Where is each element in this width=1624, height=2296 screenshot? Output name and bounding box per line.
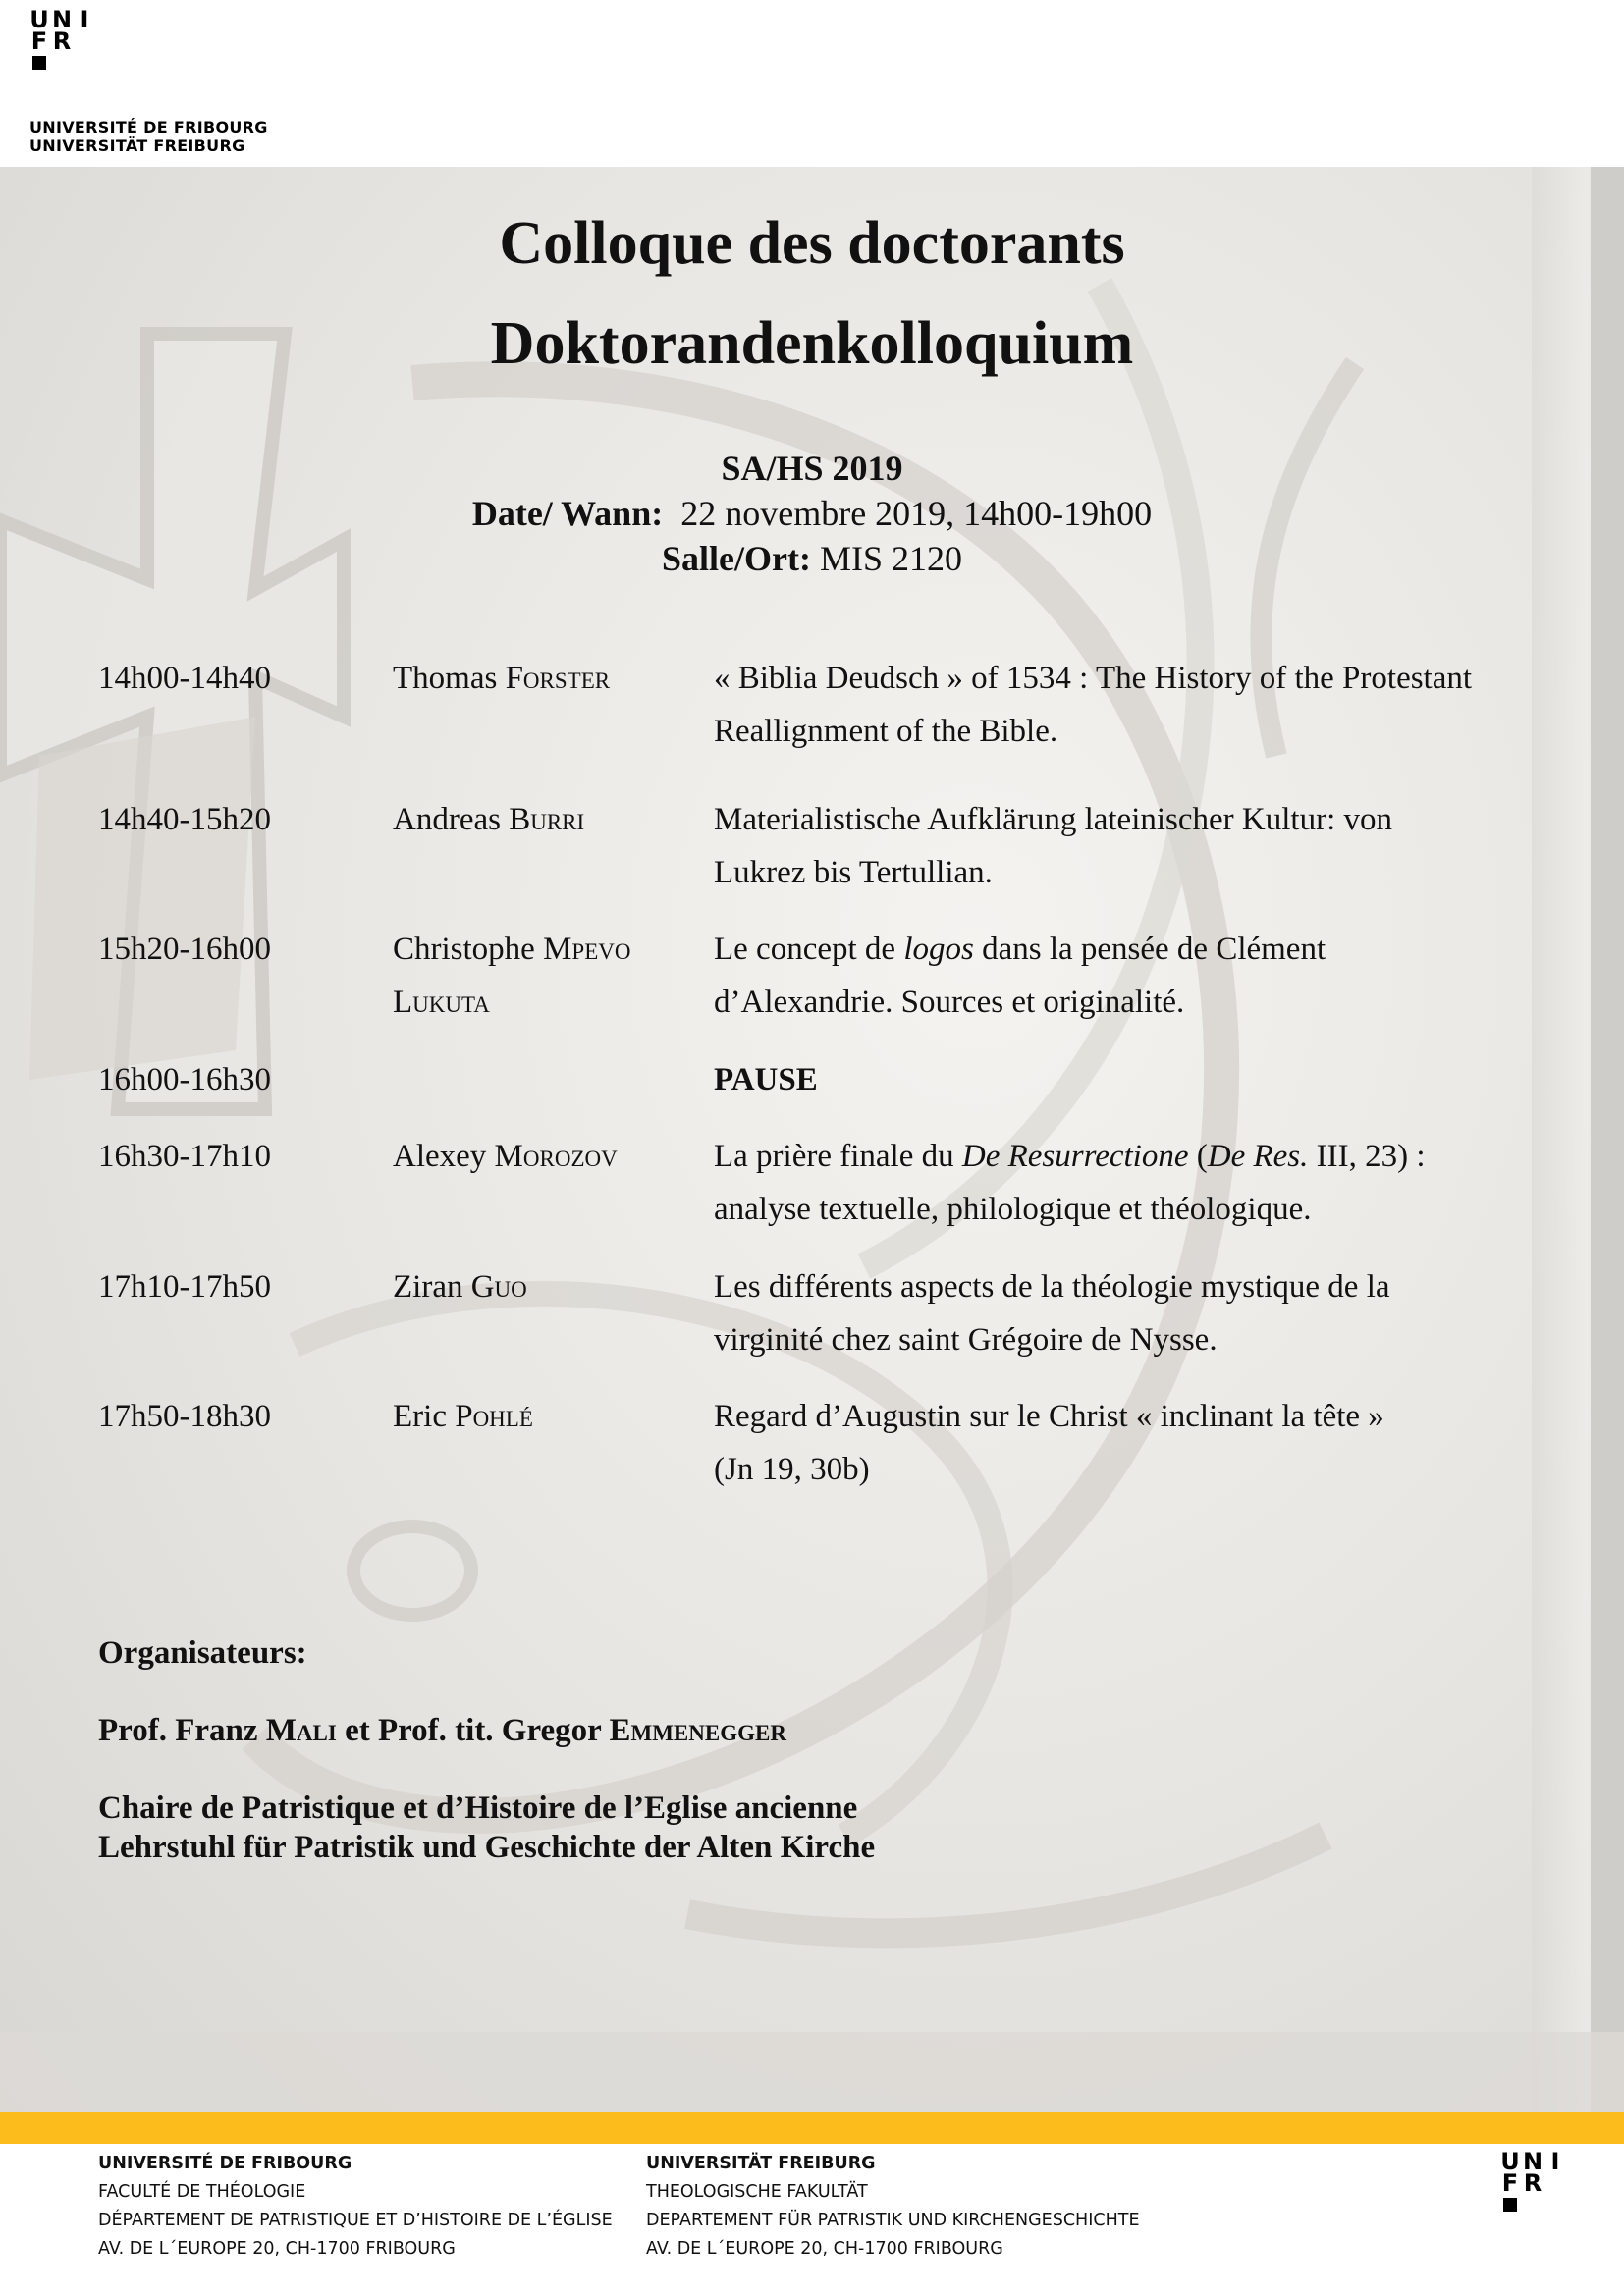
footer-line: UNIVERSITÄT FREIBURG: [646, 2154, 876, 2173]
schedule-time: 14h40-15h20: [98, 802, 271, 837]
talk-title: Regard d’Augustin sur le Christ « inclinant la tête » (Jn 19, 30b): [714, 1399, 1384, 1487]
talk-title: La prière finale du De Resurrectione (De Res. III, 23) : analyse textuelle, philologique et théologique.: [714, 1139, 1426, 1227]
footer-address-fr: [98, 2150, 613, 2264]
speaker-name: Ziran Guo: [393, 1269, 527, 1305]
footer-line: AV. DE L´EUROPE 20, CH-1700 FRIBOURG: [98, 2239, 456, 2259]
logo-letter: N: [1523, 2148, 1543, 2175]
university-name-de: UNIVERSITÄT FREIBURG: [29, 136, 245, 155]
logo-square-icon: [1503, 2198, 1517, 2212]
speaker-name: Christophe Mpevo Lukuta: [393, 932, 631, 1020]
chair-name-fr: Chaire de Patristique et d’Histoire de l’Eglise ancienne: [98, 1790, 858, 1826]
title-de: Doktorandenkolloquium: [490, 310, 1134, 377]
logo-letter: F: [30, 27, 48, 55]
logo-letter: U: [29, 6, 49, 33]
schedule-time: 16h00-16h30: [98, 1062, 271, 1097]
date-line: [0, 491, 1624, 536]
logo-letter: I: [80, 6, 89, 33]
schedule-time: 17h10-17h50: [98, 1269, 271, 1305]
footer-line: UNIVERSITÉ DE FRIBOURG: [98, 2154, 352, 2173]
speaker-name: Eric Pohlé: [393, 1399, 533, 1434]
logo-letter: R: [52, 27, 72, 55]
footer-line: FACULTÉ DE THÉOLOGIE: [98, 2182, 306, 2202]
room-line: [0, 536, 1624, 581]
logo-letter: N: [52, 6, 73, 33]
organisers-names: Prof. Franz Mali et Prof. tit. Gregor Emmenegger: [98, 1713, 786, 1748]
logo-letter: I: [1550, 2148, 1560, 2175]
logo-letter: R: [1523, 2169, 1543, 2197]
schedule-time: 16h30-17h10: [98, 1139, 271, 1174]
date-value: 22 novembre 2019, 14h00-19h00: [680, 494, 1153, 533]
organisers-heading: Organisateurs:: [98, 1635, 307, 1671]
talk-title: « Biblia Deudsch » of 1534 : The History of the Protestant Reallignment of the Bible.: [714, 661, 1473, 749]
title-fr: Colloque des doctorants: [499, 210, 1125, 277]
footer-line: DEPARTEMENT FÜR PATRISTIK UND KIRCHENGESCHICHTE: [646, 2211, 1140, 2230]
schedule-time: 14h00-14h40: [98, 661, 271, 696]
unifr-logo-footer: [1500, 2148, 1565, 2215]
schedule-time: 15h20-16h00: [98, 932, 271, 967]
footer-line: DÉPARTEMENT DE PATRISTIQUE ET D’HISTOIRE DE L’ÉGLISE: [98, 2211, 613, 2230]
room-value: MIS 2120: [819, 539, 962, 578]
semester-label: SA/HS 2019: [721, 449, 903, 488]
semester: [0, 446, 1624, 491]
schedule-time: 17h50-18h30: [98, 1399, 271, 1434]
talk-title: Les différents aspects de la théologie mystique de la virginité chez saint Grégoire de Nysse.: [714, 1269, 1390, 1358]
footer-address-de: [646, 2150, 1140, 2264]
logo-letter: U: [1500, 2148, 1520, 2175]
footer-line: THEOLOGISCHE FAKULTÄT: [646, 2182, 868, 2202]
talk-title: Le concept de logos dans la pensée de Clément d’Alexandrie. Sources et originalité.: [714, 932, 1326, 1020]
university-name-fr: UNIVERSITÉ DE FRIBOURG: [29, 118, 268, 136]
footer-line: AV. DE L´EUROPE 20, CH-1700 FRIBOURG: [646, 2239, 1003, 2259]
room-label: Salle/Ort:: [662, 539, 811, 578]
speaker-name: Andreas Burri: [393, 802, 585, 837]
speaker-name: Alexey Morozov: [393, 1139, 618, 1174]
chair-name-de: Lehrstuhl für Patristik und Geschichte der Alten Kirche: [98, 1830, 876, 1865]
logo-letter: F: [1501, 2169, 1519, 2197]
footer-accent-bar: [0, 2112, 1624, 2144]
speaker-name: Thomas Forster: [393, 661, 611, 696]
pause-label: PAUSE: [714, 1062, 818, 1097]
date-label: Date/ Wann:: [471, 494, 664, 533]
talk-title: Materialistische Aufklärung lateinischer Kultur: von Lukrez bis Tertullian.: [714, 802, 1392, 890]
